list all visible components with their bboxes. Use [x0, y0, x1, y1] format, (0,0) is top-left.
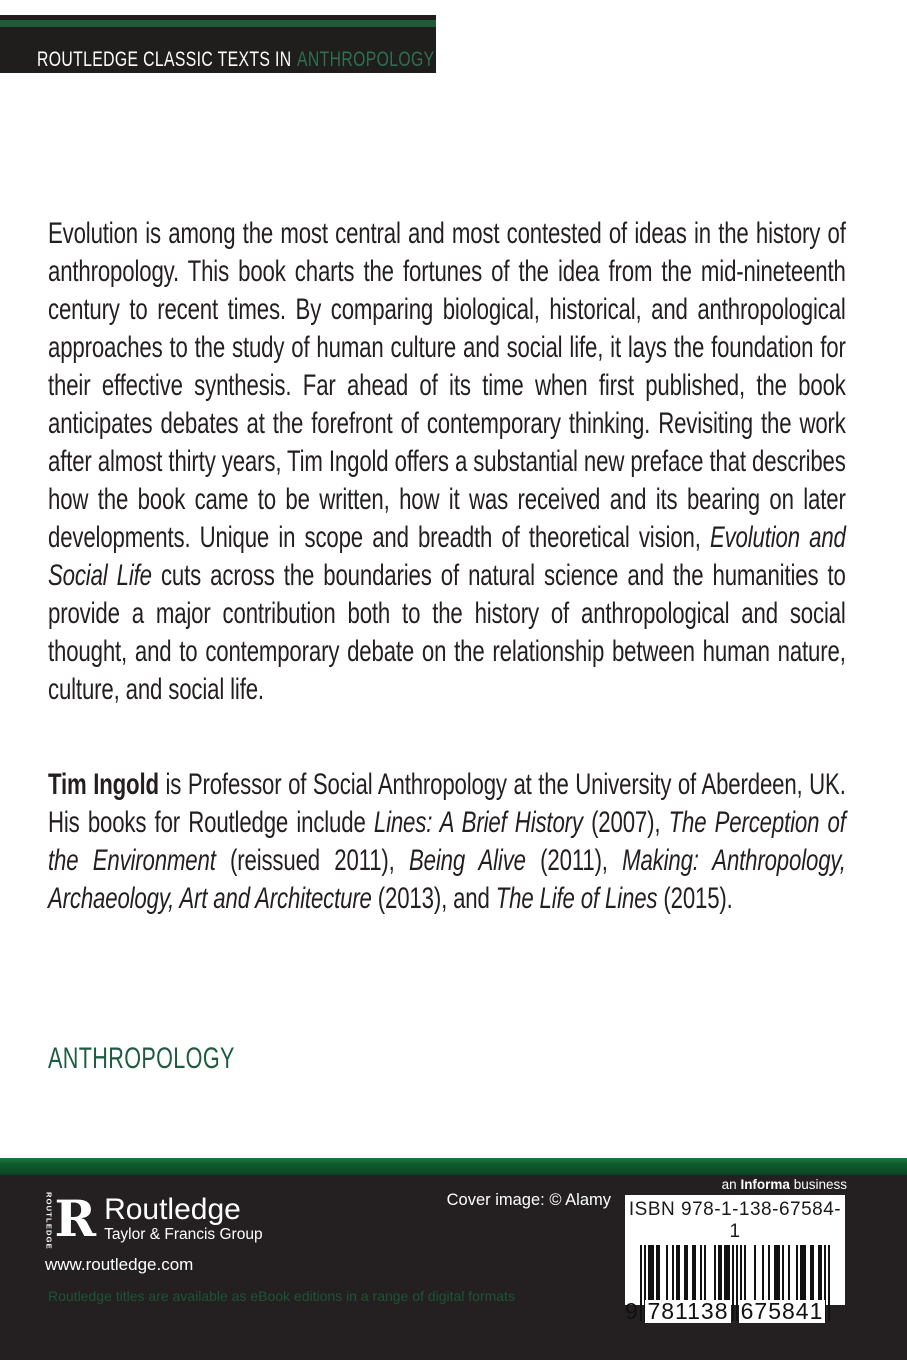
barcode-bar [666, 1245, 668, 1301]
series-title [37, 48, 435, 71]
publisher-group: Taylor & Francis Group [104, 1226, 263, 1243]
barcode-bar [640, 1245, 642, 1321]
isbn-block [625, 1195, 845, 1324]
footer-green-band [0, 1158, 907, 1175]
barcode-bar [672, 1245, 674, 1301]
series-title-subject: ANTHROPOLOGY [297, 48, 435, 71]
informa-post: business [789, 1177, 847, 1192]
publisher-brand: Routledge [104, 1193, 241, 1226]
barcode-bar [796, 1245, 798, 1301]
barcode-bar [820, 1245, 822, 1301]
barcode-bar [754, 1245, 756, 1301]
routledge-vertical-wordmark: ROUTLEDGE [44, 1192, 54, 1250]
barcode-bar [694, 1245, 696, 1301]
barcode-bar [778, 1245, 780, 1301]
barcode-bar [658, 1245, 660, 1301]
barcode-bar [686, 1245, 688, 1301]
book-blurb: Evolution is among the most central and most contested of ideas in the history of anthropology. This book charts the fortunes of the idea from the mid-nineteenth century to recent times. By comparing biological, historical, and anthropological approaches to the study of human culture and social life, it lays the foundation for their effective synthesis. Far ahead of its time when first published, the book anticipates debates at the forefront of contemporary thinking. Revisiting the work after almost thirty years, Tim Ingold offers a substantial new preface that describes how the book came to be written, how it was received and its bearing on later developments. Unique in scope and breadth of theoretical vision, Evolution and Social Life cuts across the boundaries of natural science and the humanities to provide a major contribution both to the history of anthropological and social thought, and to contemporary debate on the relationship between human nature, culture, and social life. [48, 217, 846, 706]
barcode-bar [720, 1245, 722, 1301]
barcode-bar [762, 1245, 764, 1301]
barcode-bar [828, 1245, 830, 1321]
barcode-bar [732, 1245, 734, 1321]
cover-image-credit: Cover image: © Alamy [446, 1191, 611, 1209]
banner-green-stripe [0, 20, 436, 27]
barcode-bar [652, 1245, 654, 1301]
publisher-names [104, 1194, 263, 1244]
barcode-digits-group1: 781138 [645, 1300, 731, 1323]
barcode-bar [812, 1245, 814, 1301]
isbn-label: ISBN 978-1-138-67584-1 [628, 1199, 842, 1242]
barcode-bar [678, 1245, 680, 1301]
author-bio: Tim Ingold is Professor of Social Anthropology at the University of Aberdeen, UK. His books for Routledge include Lines: A Brief History (2007), The Perception of the Environment (reissued 2011), Being Alive (2011), Making: Anthropology, Archaeology, Art and Architecture (2013), and The Life of Lines (2015). [48, 768, 846, 915]
barcode-bar [804, 1245, 806, 1301]
barcode-bar [744, 1245, 746, 1301]
barcode-bar [714, 1245, 716, 1301]
routledge-r-mark-icon: R [54, 1189, 97, 1248]
barcode-bar [728, 1245, 730, 1301]
ebook-availability-note: Routledge titles are available as eBook editions in a range of digital formats [48, 1288, 515, 1304]
barcode-bar [782, 1245, 784, 1301]
routledge-logo [44, 1189, 263, 1250]
footer [0, 1175, 907, 1360]
barcode-bar [700, 1245, 702, 1301]
ean13-barcode [625, 1245, 830, 1324]
barcode-bar [736, 1245, 738, 1321]
barcode-bar [704, 1245, 706, 1301]
informa-brand: Informa [740, 1177, 790, 1192]
barcode-digits-group2: 675841 [740, 1298, 824, 1324]
barcode-bar [788, 1245, 790, 1301]
category-label: ANTHROPOLOGY [48, 1042, 235, 1075]
barcode-digit-lead: 9 [625, 1298, 638, 1324]
informa-pre: an [721, 1177, 741, 1192]
informa-tagline [722, 1177, 847, 1192]
barcode-bar [768, 1245, 770, 1301]
series-banner [0, 15, 436, 73]
series-title-prefix: ROUTLEDGE CLASSIC TEXTS IN [37, 48, 292, 71]
publisher-website: www.routledge.com [45, 1255, 194, 1274]
barcode-bar [740, 1245, 742, 1301]
